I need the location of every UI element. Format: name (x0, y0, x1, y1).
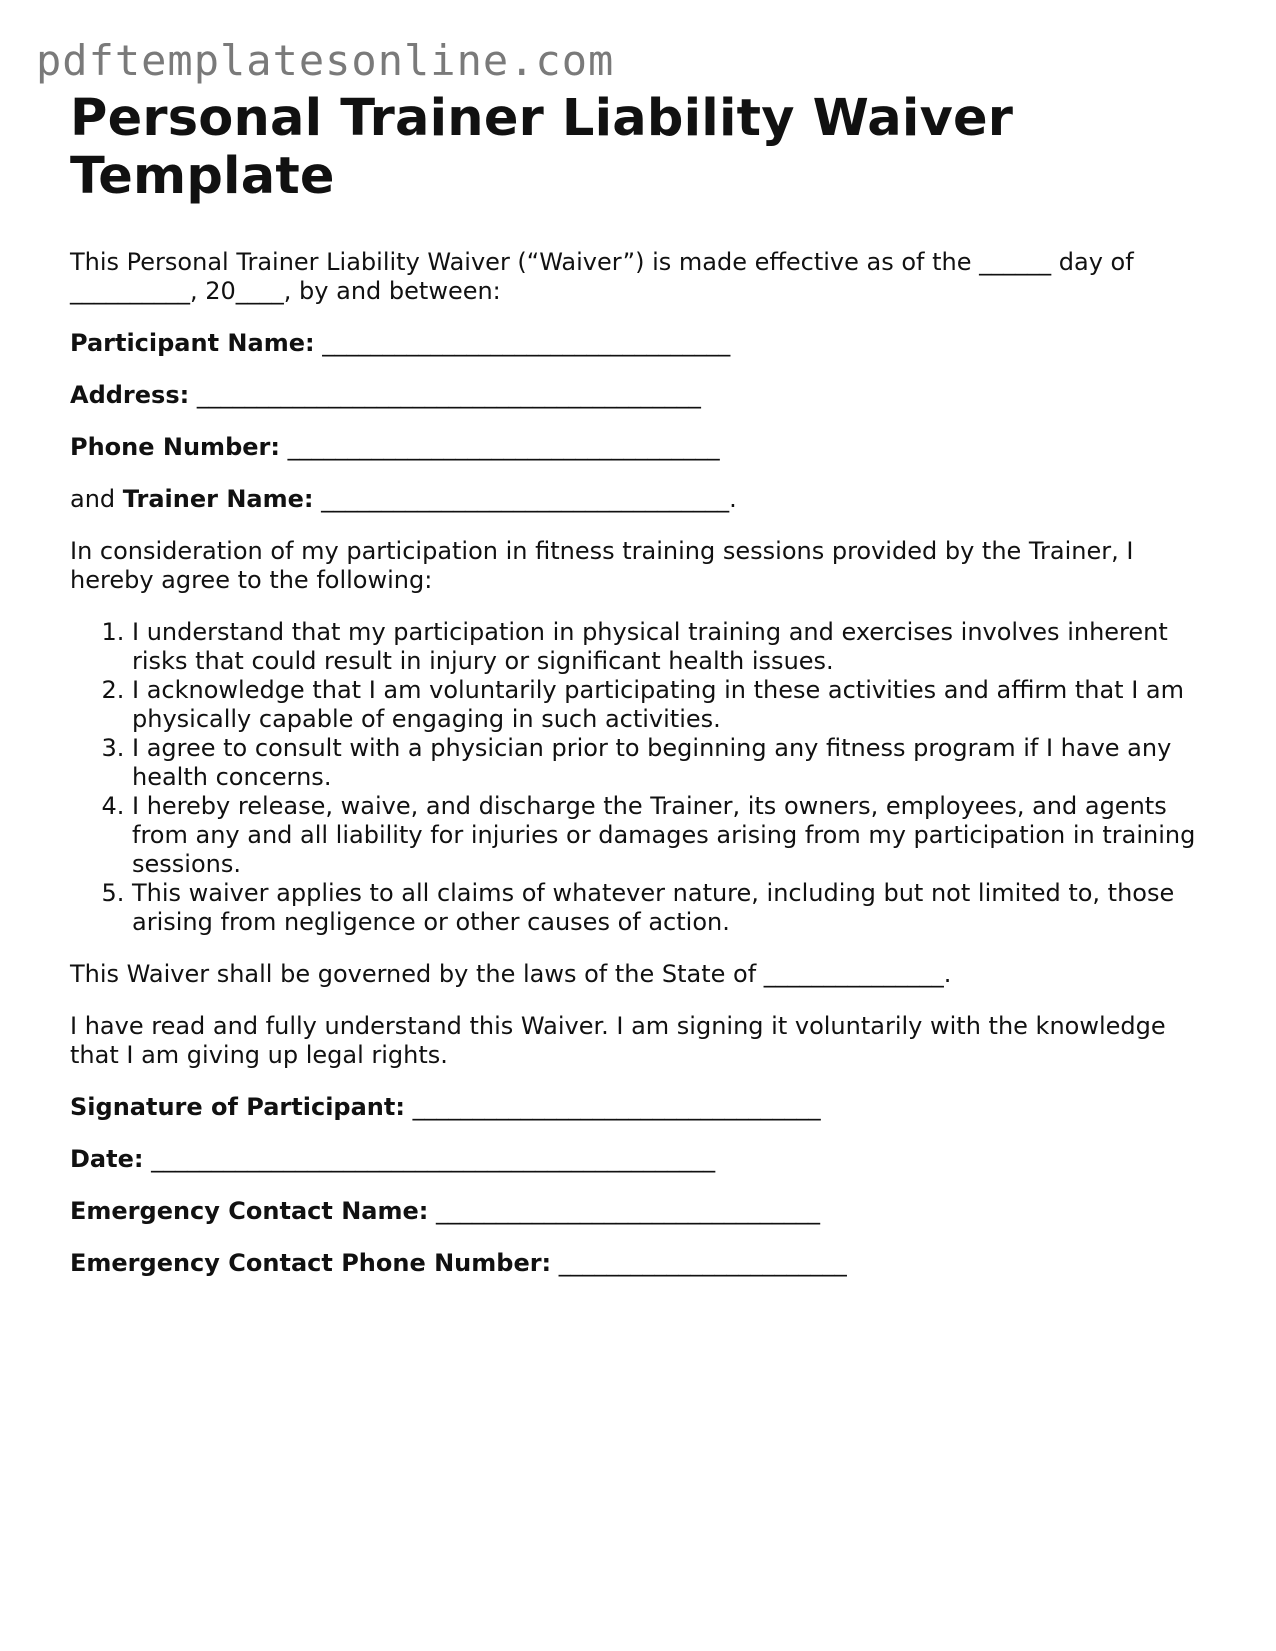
document-page (70, 90, 1210, 1278)
participant-name-label: Participant Name: (70, 329, 315, 357)
emergency-contact-phone-blank[interactable]: ________________________ (558, 1249, 847, 1277)
terms-list (70, 618, 1210, 937)
address-label: Address: (70, 381, 190, 409)
date-field[interactable] (70, 1145, 1210, 1174)
trainer-prefix: and (70, 485, 123, 513)
term-item: 5. This waiver applies to all claims of whatever nature, including but not limited to, those arising from negligence or other causes of action. (132, 879, 1210, 937)
trainer-name-field[interactable] (70, 485, 1210, 514)
term-item: 2. I acknowledge that I am voluntarily participating in these activities and affirm that I am physically capable of engaging in such activities. (132, 676, 1210, 734)
participant-name-blank[interactable]: __________________________________ (322, 329, 731, 357)
term-item: 1. I understand that my participation in physical training and exercises involves inherent risks that could result in injury or significant health issues. (132, 618, 1210, 676)
watermark: pdftemplatesonline.com (36, 36, 615, 85)
trainer-name-label: Trainer Name: (122, 485, 314, 513)
signature-blank[interactable]: __________________________________ (412, 1093, 821, 1121)
emergency-contact-phone-field[interactable] (70, 1249, 1210, 1278)
term-item: 4. I hereby release, waive, and discharge the Trainer, its owners, employees, and agents from any and all liability for injuries or damages arising from my participation in training sessions. (132, 792, 1210, 879)
trainer-name-blank[interactable]: __________________________________ (321, 485, 730, 513)
emergency-contact-name-label: Emergency Contact Name: (70, 1197, 429, 1225)
intro-paragraph: This Personal Trainer Liability Waiver (“Waiver”) is made effective as of the ______ day of __________, 20____, by and between: (70, 248, 1134, 305)
emergency-contact-phone-label: Emergency Contact Phone Number: (70, 1249, 552, 1277)
consideration-paragraph: In consideration of my participation in fitness training sessions provided by the Trainer, I hereby agree to the following: (70, 537, 1134, 594)
emergency-contact-name-field[interactable] (70, 1197, 1210, 1226)
term-item: 3. I agree to consult with a physician prior to beginning any fitness program if I have any health concerns. (132, 734, 1210, 792)
acknowledgment-paragraph: I have read and fully understand this Waiver. I am signing it voluntarily with the knowledge that I am giving up legal rights. (70, 1012, 1166, 1069)
date-blank[interactable]: _______________________________________________ (151, 1145, 716, 1173)
trainer-suffix: . (729, 485, 737, 513)
date-label: Date: (70, 1145, 144, 1173)
signature-label: Signature of Participant: (70, 1093, 405, 1121)
document-title: Personal Trainer Liability Waiver Template (70, 89, 1014, 206)
phone-number-label: Phone Number: (70, 433, 280, 461)
emergency-contact-name-blank[interactable]: ________________________________ (436, 1197, 820, 1225)
governing-law-paragraph: This Waiver shall be governed by the laws of the State of _______________. (70, 960, 952, 988)
address-blank[interactable]: __________________________________________ (196, 381, 701, 409)
phone-number-blank[interactable]: ____________________________________ (287, 433, 720, 461)
address-field[interactable] (70, 381, 1210, 410)
signature-field[interactable] (70, 1093, 1210, 1122)
participant-name-field[interactable] (70, 329, 1210, 358)
phone-number-field[interactable] (70, 433, 1210, 462)
